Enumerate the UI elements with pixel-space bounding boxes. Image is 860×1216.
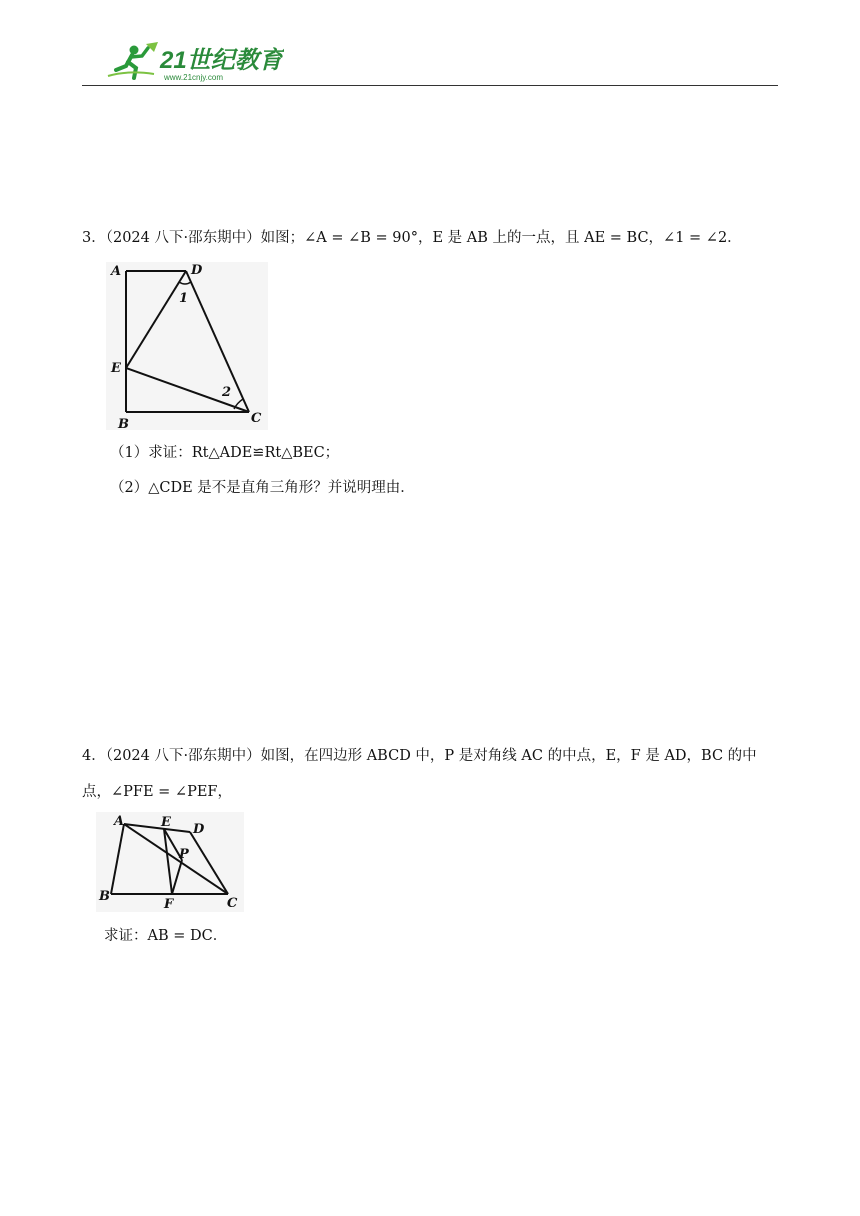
page-header: [82, 40, 778, 86]
q4-label-c: C: [227, 896, 238, 911]
q3-label-angle2: 2: [222, 385, 232, 400]
q4-label-b: B: [99, 889, 110, 904]
runner-icon: [108, 42, 158, 78]
q4-label-p: P: [179, 847, 189, 862]
q4-stem-line1: 4．（2024 八下·邵东期中）如图，在四边形 ABCD 中，P 是对角线 AC 的中点，E，F 是 AD，BC 的中: [82, 748, 757, 764]
site-logo: [104, 40, 284, 84]
q3-figure: [106, 262, 268, 430]
q3-label-e: E: [111, 361, 121, 376]
q4-figure: [96, 812, 244, 912]
q3-label-c: C: [251, 411, 262, 426]
logo-text: 21世纪教育: [160, 47, 283, 74]
q3-label-a: A: [111, 264, 122, 279]
q3-label-angle1: 1: [179, 291, 189, 306]
q3-label-d: D: [191, 263, 203, 278]
q3-label-b: B: [118, 417, 129, 430]
header-divider: [82, 85, 778, 86]
q4-stem-line2: 点，∠PFE = ∠PEF，: [82, 784, 232, 800]
q4-label-a: A: [114, 814, 125, 829]
q4-label-d: D: [193, 822, 205, 837]
q3-stem: 3．（2024 八下·邵东期中）如图；∠A = ∠B = 90°，E 是 AB 上的一点，且 AE = BC，∠1 = ∠2．: [82, 230, 742, 246]
logo-url-text: www.21cnjy.com: [164, 73, 223, 82]
q3-part2: （2）△CDE 是不是直角三角形？并说明理由．: [110, 480, 415, 496]
q4-label-f: F: [164, 897, 174, 912]
q4-prove: 求证：AB = DC．: [104, 928, 228, 944]
q3-part1: （1）求证：Rt△ADE≌Rt△BEC；: [110, 445, 340, 461]
q4-label-e: E: [161, 815, 171, 830]
